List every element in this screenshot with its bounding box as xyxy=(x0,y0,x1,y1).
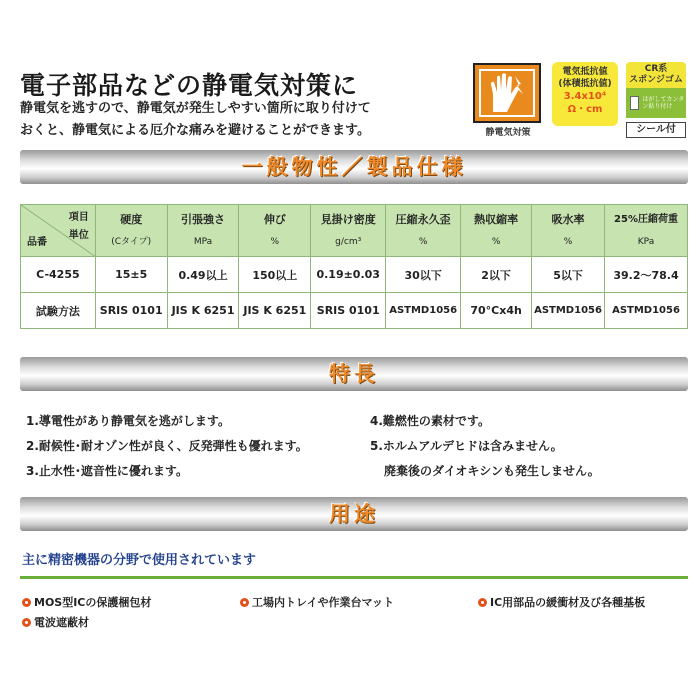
sponge-line-2: スポンジゴム xyxy=(629,75,683,85)
spec-corner-cell xyxy=(21,205,96,257)
spec-header-row xyxy=(21,205,688,257)
divider xyxy=(20,576,688,579)
table-cell: JIS K 6251 xyxy=(239,293,311,329)
bullet-icon xyxy=(240,598,249,607)
spec-section-title: 一般物性／製品仕様 xyxy=(241,155,467,179)
row-label: 試験方法 xyxy=(21,293,96,329)
table-cell: JIS K 6251 xyxy=(167,293,239,329)
col-water-absorption: 吸水率 % xyxy=(532,205,605,257)
bullet-icon xyxy=(22,598,31,607)
table-cell: 150以上 xyxy=(239,257,311,293)
esd-badge xyxy=(473,63,543,141)
col-elongation: 伸び % xyxy=(239,205,311,257)
table-cell: 70°Cx4h xyxy=(461,293,532,329)
table-cell: ASTMD1056 xyxy=(532,293,605,329)
resistance-unit: Ω・cm xyxy=(567,104,603,115)
table-cell: 30以下 xyxy=(386,257,461,293)
peel-icon xyxy=(630,96,639,110)
corner-unit: 単位 xyxy=(68,230,89,241)
peel-illustration xyxy=(626,88,686,118)
col-heat-shrink: 熱収縮率 % xyxy=(461,205,532,257)
feature-item: 2.耐候性･耐オゾン性が良く、反発弾性も優れます。 xyxy=(26,439,308,453)
usage-section-header xyxy=(20,497,688,531)
resistance-line-1: 電気抵抗値 xyxy=(562,67,608,77)
feature-item: 廃棄後のダイオキシンも発生しません。 xyxy=(384,464,600,478)
table-cell: ASTMD1056 xyxy=(386,293,461,329)
table-row xyxy=(21,293,688,329)
spec-section-header xyxy=(20,150,688,184)
list-item: 工場内トレイや作業台マット xyxy=(240,594,394,610)
bullet-icon xyxy=(22,618,31,627)
table-cell: 5以下 xyxy=(532,257,605,293)
list-item: IC用部品の緩衝材及び各種基板 xyxy=(478,594,645,610)
resistance-value: 3.4x10⁴ xyxy=(563,91,607,102)
table-cell: 39.2〜78.4 xyxy=(605,257,688,293)
table-cell: ASTMD1056 xyxy=(605,293,688,329)
resistance-line-2: (体積抵抗値) xyxy=(558,79,612,89)
table-row xyxy=(21,257,688,293)
sponge-line-1: CR系 xyxy=(644,64,668,74)
bullet-icon xyxy=(478,598,487,607)
resistance-badge xyxy=(552,62,618,126)
corner-item: 項目 xyxy=(68,212,89,223)
list-item: MOS型ICの保護梱包材 xyxy=(22,594,151,610)
col-hardness: 硬度 (Cタイプ) xyxy=(95,205,167,257)
static-hand-icon xyxy=(473,63,541,123)
intro-line-1: 静電気を逃すので、静電気が発生しやすい箇所に取り付けて xyxy=(20,101,371,116)
usage-heading: 主に精密機器の分野で使用されています xyxy=(22,553,257,568)
spec-table xyxy=(20,204,688,329)
intro-line-2: おくと、静電気による厄介な痛みを避けることができます。 xyxy=(20,123,370,138)
features-section-title: 特長 xyxy=(329,362,379,386)
table-cell: 0.49以上 xyxy=(167,257,239,293)
feature-item: 4.難燃性の素材です。 xyxy=(370,414,490,428)
seal-label: シール付 xyxy=(626,122,686,138)
sponge-badge xyxy=(626,62,686,134)
feature-item: 3.止水性･遮音性に優れます。 xyxy=(26,464,188,478)
col-compression-set: 圧縮永久歪 % xyxy=(386,205,461,257)
esd-label: 静電気対策 xyxy=(485,128,531,138)
feature-item: 1.導電性があり静電気を逃がします。 xyxy=(26,414,230,428)
table-cell: SRIS 0101 xyxy=(95,293,167,329)
table-cell: SRIS 0101 xyxy=(311,293,386,329)
intro-text xyxy=(20,98,460,142)
table-cell: 2以下 xyxy=(461,257,532,293)
col-tensile: 引張強さ MPa xyxy=(167,205,239,257)
table-cell: 0.19±0.03 xyxy=(311,257,386,293)
sponge-type xyxy=(626,62,686,88)
peel-caption: はがしてカンタン貼り付け xyxy=(642,96,685,110)
col-compression-load: 25%圧縮荷重 KPa xyxy=(605,205,688,257)
feature-item: 5.ホルムアルデヒドは含みません。 xyxy=(370,439,563,453)
list-item: 電波遮蔽材 xyxy=(22,614,89,630)
row-label: C-4255 xyxy=(21,257,96,293)
corner-product: 品番 xyxy=(27,237,47,248)
usage-section-title: 用途 xyxy=(329,502,379,526)
features-section-header xyxy=(20,357,688,391)
col-density: 見掛け密度 g/cm³ xyxy=(311,205,386,257)
page-title: 電子部品などの静電気対策に xyxy=(20,71,359,100)
table-cell: 15±5 xyxy=(95,257,167,293)
